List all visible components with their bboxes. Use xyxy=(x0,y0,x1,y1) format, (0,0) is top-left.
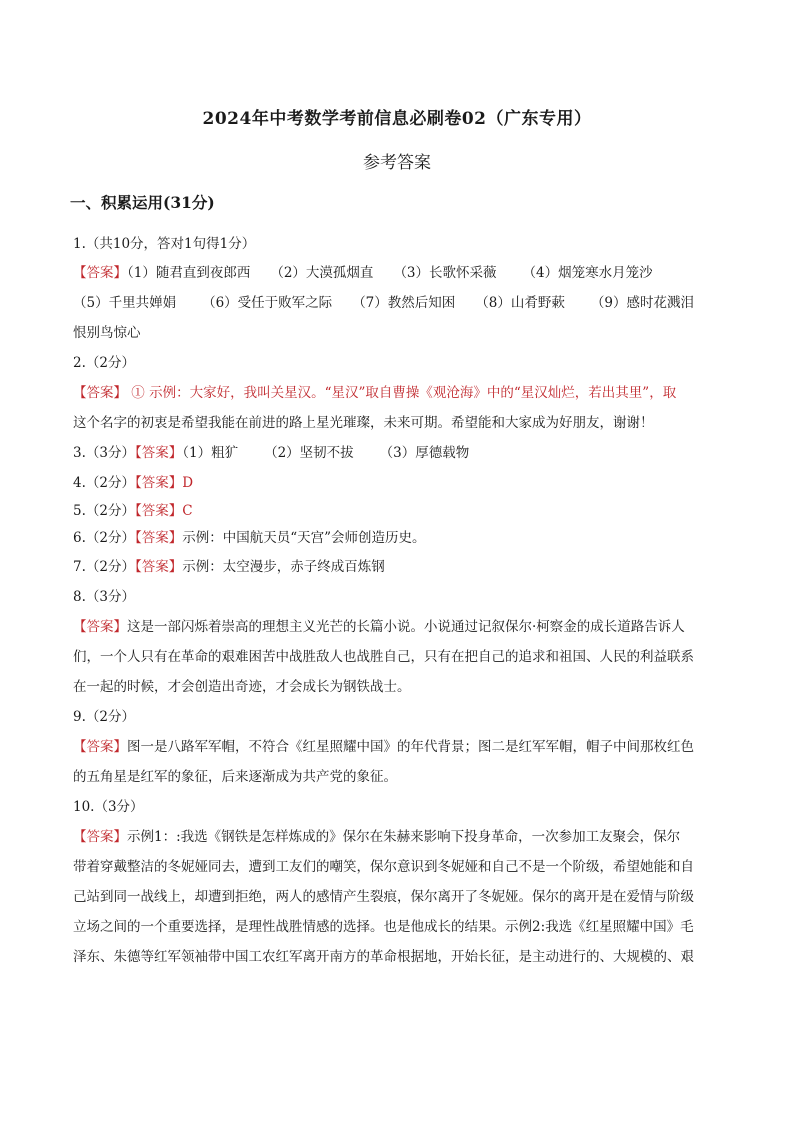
answer-label: 【答案】 xyxy=(134,475,183,491)
q1-item: （8）山肴野蔌 xyxy=(475,295,565,311)
q7-head: 7.（2分） xyxy=(73,559,135,575)
q3-item: （3）厚德载物 xyxy=(379,445,470,461)
answer-label: 【答案】 xyxy=(134,445,183,461)
q6-row xyxy=(73,525,728,552)
q9-head: 9.（2分） xyxy=(73,709,135,725)
q1-answer-row-1 xyxy=(73,258,728,288)
q8-head: 8.（3分） xyxy=(73,589,135,605)
q10-answer-row-2: 带着穿戴整洁的冬妮娅同去，遭到工友们的嘲笑，保尔意识到冬妮娅和自己不是一个阶级，希望她能和自 xyxy=(73,859,694,875)
q6-answer: 示例：中国航天员“天宫”会师创造历史。 xyxy=(182,530,426,546)
answer-label: 【答案】 xyxy=(73,829,127,845)
section-heading: 一、积累运用(31分) xyxy=(70,193,215,212)
q2-head: 2.（2分） xyxy=(73,355,135,371)
answer-label: 【答案】 xyxy=(134,503,183,519)
q1-item: （9）感时花溅泪 xyxy=(590,295,694,311)
q4-row xyxy=(73,468,728,498)
q1-item: （2）大漠孤烟直 xyxy=(270,265,374,281)
q9-answer-row-2: 的五角星是红军的象征，后来逐渐成为共产党的象征。 xyxy=(73,769,397,785)
q9-answer-text: 图一是八路军军帽，不符合《红星照耀中国》的年代背景；图二是红军军帽，帽子中间那枚红色 xyxy=(127,739,694,755)
answer-label: 【答案】 xyxy=(73,619,127,635)
q1-answer-row-2 xyxy=(73,288,728,318)
q2-answer-row-2: 这个名字的初衷是希望我能在前进的路上星光璀璨，未来可期。希望能和大家成为好朋友，谢谢！ xyxy=(73,415,654,431)
q10-answer-row-3: 己站到同一战线上，却遭到拒绝，两人的感情产生裂痕，保尔离开了冬妮娅。保尔的离开是在爱情与阶级 xyxy=(73,889,694,905)
q8-answer-text: 这是一部闪烁着崇高的理想主义光芒的长篇小说。小说通过记叙保尔·柯察金的成长道路告诉人 xyxy=(127,619,685,635)
answer-label: 【答案】 xyxy=(73,265,127,281)
answer-label: 【答案】 xyxy=(73,385,127,401)
page-title: 2024年中考数学考前信息必刷卷02（广东专用） xyxy=(202,109,592,129)
q9-answer-row-1 xyxy=(73,732,728,762)
q2-answer-row-1 xyxy=(73,378,728,408)
q3-head: 3.（3分） xyxy=(73,445,135,461)
q4-head: 4.（2分） xyxy=(73,475,135,491)
q1-item: （4）烟笼寒水月笼沙 xyxy=(522,265,653,281)
q3-item: （2）坚韧不拔 xyxy=(264,445,354,461)
q4-answer: D xyxy=(182,475,194,491)
q1-item: （1）随君直到夜郎西 xyxy=(127,265,251,281)
q1-head: 1.（共10分，答对1句得1分） xyxy=(73,236,256,252)
q1-item: （3）长歌怀采薇 xyxy=(393,265,497,281)
page-subtitle: 参考答案 xyxy=(363,153,431,173)
q6-head: 6.（2分） xyxy=(73,530,135,546)
q10-answer-row-1 xyxy=(73,822,728,852)
answer-list xyxy=(73,230,728,972)
q8-answer-row-3: 在一起的时候，才会创造出奇迹，才会成长为钢铁战士。 xyxy=(73,679,411,695)
q7-answer: 示例：太空漫步，赤子终成百炼钢 xyxy=(182,559,385,575)
q5-head: 5.（2分） xyxy=(73,503,135,519)
q7-row xyxy=(73,552,728,582)
q1-item: （7）教然后知困 xyxy=(352,295,456,311)
q3-item: （1）粗犷 xyxy=(182,445,239,461)
q10-answer-row-5: 泽东、朱德等红军领袖带中国工农红军离开南方的革命根据地，开始长征，是主动进行的、大规模的、艰 xyxy=(73,949,694,965)
q10-head: 10.（3分） xyxy=(73,799,144,815)
q10-answer-text: 示例1：:我选《钢铁是怎样炼成的》保尔在朱赫来影响下投身革命，一次参加工友聚会，保尔 xyxy=(127,829,681,845)
answer-label: 【答案】 xyxy=(73,739,127,755)
q5-answer: C xyxy=(182,503,193,519)
q8-answer-row-2: 们，一个人只有在革命的艰难困苦中战胜敌人也战胜自己，只有在把自己的追求和祖国、人民的利益联系 xyxy=(73,649,694,665)
answer-label: 【答案】 xyxy=(134,530,183,546)
q1-item: （6）受任于败军之际 xyxy=(202,295,333,311)
q1-answer-row-3: 恨别鸟惊心 xyxy=(73,325,141,341)
q5-row xyxy=(73,498,728,525)
q1-item: （5）千里共婵娟 xyxy=(73,295,177,311)
q10-answer-row-4: 立场之间的一个重要选择，是理性战胜情感的选择。也是他成长的结果。示例2:我选《红星照耀中国》毛 xyxy=(73,919,694,935)
q2-answer-text: 示例：大家好，我叫关星汉。“星汉”取自曹操《观沧海》中的“星汉灿烂，若出其里”，取 xyxy=(149,385,677,401)
answer-label: 【答案】 xyxy=(134,559,183,575)
q8-answer-row-1 xyxy=(73,612,728,642)
q2-marker: ① xyxy=(131,385,145,401)
q3-row xyxy=(73,438,728,468)
